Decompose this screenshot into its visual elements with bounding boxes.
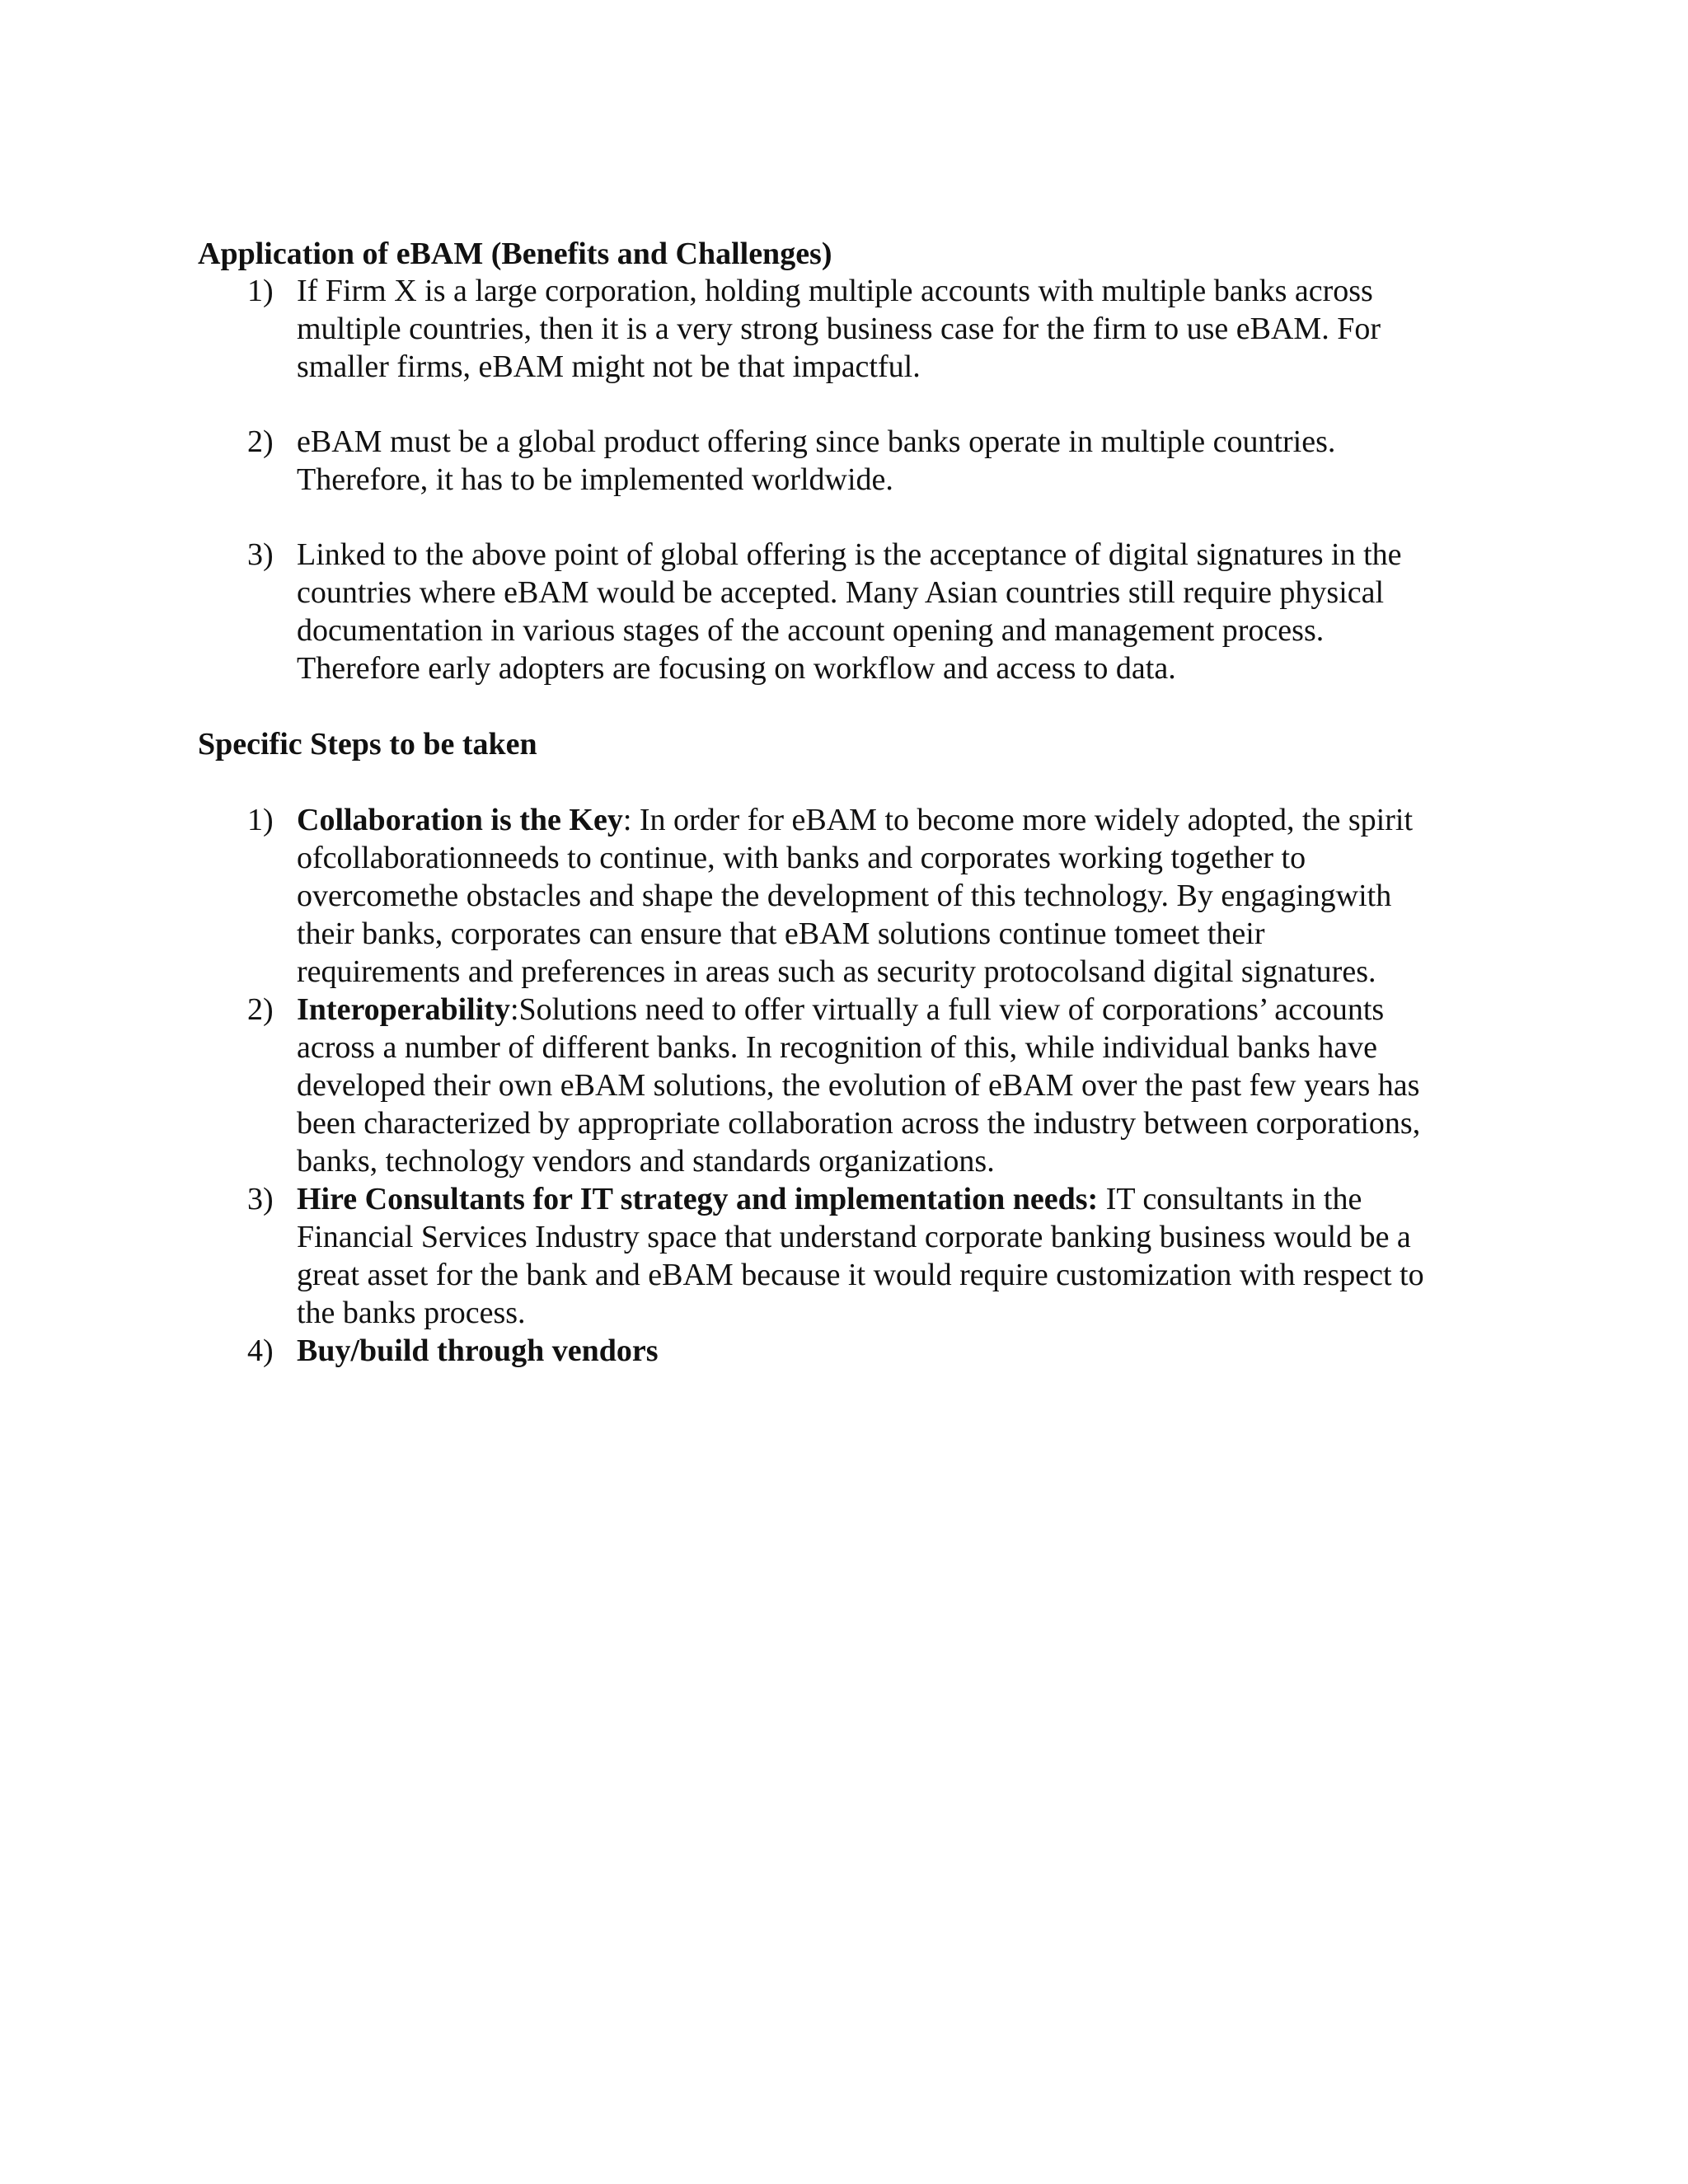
list-item-text-line: smaller firms, eBAM might not be that impactful. xyxy=(297,349,921,384)
list-number: 3) xyxy=(247,1182,274,1216)
list-number: 1) xyxy=(247,803,274,837)
list-number: 4) xyxy=(247,1333,274,1368)
section-heading-benefits-challenges: Application of eBAM (Benefits and Challenges) xyxy=(198,237,832,271)
list-item-text-line: been characterized by appropriate collaboration across the industry between corporations, xyxy=(297,1106,1421,1141)
list-number: 1) xyxy=(247,274,274,308)
list-item-text-line: Financial Services Industry space that understand corporate banking business would be a xyxy=(297,1220,1411,1254)
list-item-first-line xyxy=(297,1332,659,1370)
list-item-text-line: banks, technology vendors and standards organizations. xyxy=(297,1144,995,1179)
section-heading-specific-steps: Specific Steps to be taken xyxy=(198,727,537,762)
list-item-text-line: Therefore, it has to be implemented worldwide. xyxy=(297,462,893,497)
list-item-text-line: eBAM must be a global product offering since banks operate in multiple countries. xyxy=(297,424,1336,459)
list-item-text-line: great asset for the bank and eBAM because it would require customization with respect to xyxy=(297,1258,1424,1292)
list-item-text: IT consultants in the xyxy=(1098,1182,1362,1216)
list-item-text-line: developed their own eBAM solutions, the evolution of eBAM over the past few years has xyxy=(297,1068,1420,1103)
list-item-first-line xyxy=(297,801,1413,839)
list-item-text-line: If Firm X is a large corporation, holding multiple accounts with multiple banks across xyxy=(297,274,1373,308)
list-item-bold-label: Hire Consultants for IT strategy and implementation needs: xyxy=(297,1182,1099,1216)
list-item-first-line xyxy=(297,1180,1362,1218)
list-number: 2) xyxy=(247,424,274,459)
list-item-text-line: Therefore early adopters are focusing on workflow and access to data. xyxy=(297,651,1176,686)
list-item-bold-label: Interoperability xyxy=(297,992,510,1027)
list-item-text-line: countries where eBAM would be accepted. Many Asian countries still require physical xyxy=(297,575,1385,610)
list-item-text-line: their banks, corporates can ensure that eBAM solutions continue tomeet their xyxy=(297,916,1265,951)
list-item-text-line: documentation in various stages of the account opening and management process. xyxy=(297,613,1325,648)
list-number: 3) xyxy=(247,537,274,572)
list-number: 2) xyxy=(247,992,274,1027)
list-item-text: :Solutions need to offer virtually a full view of corporations’ accounts xyxy=(509,992,1385,1027)
list-item-text-line: ofcollaborationneeds to continue, with banks and corporates working together to xyxy=(297,841,1306,875)
list-item-text-line: requirements and preferences in areas such as security protocolsand digital signatures. xyxy=(297,954,1376,989)
list-item-first-line xyxy=(297,991,1384,1029)
list-item-text-line: across a number of different banks. In recognition of this, while individual banks have xyxy=(297,1030,1378,1065)
list-item-bold-label: Buy/build through vendors xyxy=(297,1333,659,1368)
list-item-text-line: overcomethe obstacles and shape the development of this technology. By engagingwith xyxy=(297,879,1392,913)
list-item-text-line: the banks process. xyxy=(297,1296,526,1330)
list-item-text-line: Linked to the above point of global offering is the acceptance of digital signatures in the xyxy=(297,537,1402,572)
list-item-text-line: multiple countries, then it is a very strong business case for the firm to use eBAM. For xyxy=(297,312,1381,346)
list-item-bold-label: Collaboration is the Key xyxy=(297,803,623,837)
list-item-text: : In order for eBAM to become more widely adopted, the spirit xyxy=(622,803,1414,837)
